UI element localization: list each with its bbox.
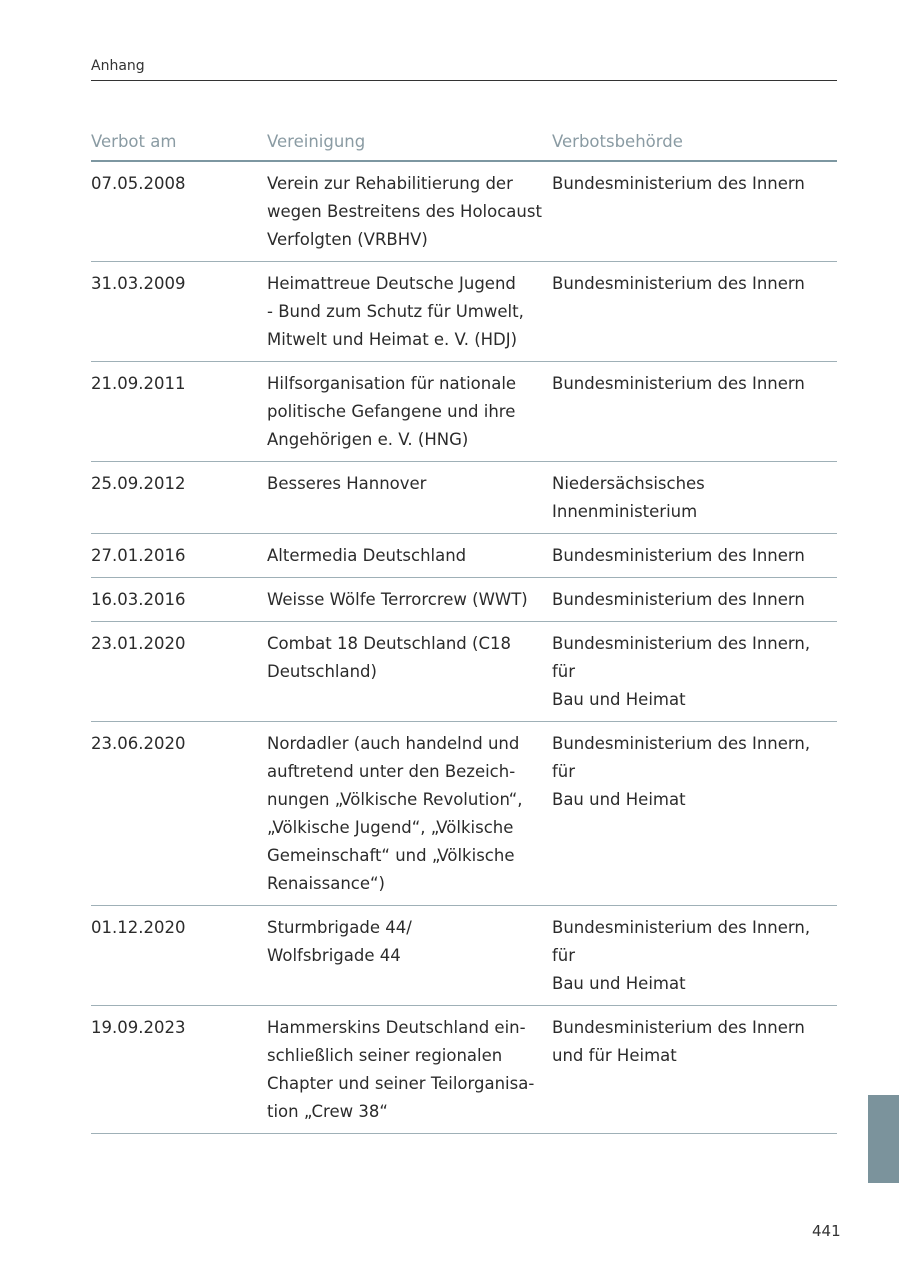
association-cell: Besseres Hannover bbox=[267, 462, 552, 534]
date-cell: 21.09.2011 bbox=[91, 362, 267, 462]
date-cell: 19.09.2023 bbox=[91, 1006, 267, 1134]
date-cell: 23.01.2020 bbox=[91, 622, 267, 722]
table-row bbox=[91, 161, 837, 262]
column-header-date: Verbot am bbox=[91, 128, 267, 161]
authority-cell: Bundesministerium des Innern und für Heimat bbox=[552, 1006, 837, 1134]
date-cell: 16.03.2016 bbox=[91, 578, 267, 622]
authority-cell: Bundesministerium des Innern, für Bau und Heimat bbox=[552, 906, 837, 1006]
table-row bbox=[91, 906, 837, 1006]
table-row bbox=[91, 578, 837, 622]
table-row bbox=[91, 362, 837, 462]
association-cell: Verein zur Rehabilitierung der wegen Bestreitens des Holocaust Verfolgten (VRBHV) bbox=[267, 161, 552, 262]
table-row bbox=[91, 462, 837, 534]
chapter-tab-marker bbox=[868, 1095, 899, 1183]
authority-cell: Bundesministerium des Innern bbox=[552, 534, 837, 578]
table-header-row bbox=[91, 128, 837, 161]
association-cell: Nordadler (auch handelnd und auftretend unter den Bezeich- nungen „Völkische Revolution“, „Völkische Jugend“, „Völkische Gemeinschaft“ und „Völkische Renaissance“) bbox=[267, 722, 552, 906]
date-cell: 31.03.2009 bbox=[91, 262, 267, 362]
date-cell: 27.01.2016 bbox=[91, 534, 267, 578]
column-header-authority: Verbotsbehörde bbox=[552, 128, 837, 161]
association-cell: Sturmbrigade 44/ Wolfsbrigade 44 bbox=[267, 906, 552, 1006]
page-number: 441 bbox=[812, 1222, 841, 1240]
authority-cell: Bundesministerium des Innern bbox=[552, 161, 837, 262]
authority-cell: Bundesministerium des Innern, für Bau und Heimat bbox=[552, 722, 837, 906]
table-row bbox=[91, 622, 837, 722]
association-cell: Hilfsorganisation für nationale politische Gefangene und ihre Angehörigen e. V. (HNG) bbox=[267, 362, 552, 462]
authority-cell: Bundesministerium des Innern, für Bau und Heimat bbox=[552, 622, 837, 722]
running-head: Anhang bbox=[91, 58, 145, 74]
table-row bbox=[91, 262, 837, 362]
prohibitions-table bbox=[91, 128, 837, 1134]
date-cell: 25.09.2012 bbox=[91, 462, 267, 534]
date-cell: 07.05.2008 bbox=[91, 161, 267, 262]
association-cell: Altermedia Deutschland bbox=[267, 534, 552, 578]
table-row bbox=[91, 1006, 837, 1134]
table-row bbox=[91, 534, 837, 578]
association-cell: Combat 18 Deutschland (C18 Deutschland) bbox=[267, 622, 552, 722]
authority-cell: Bundesministerium des Innern bbox=[552, 262, 837, 362]
association-cell: Weisse Wölfe Terrorcrew (WWT) bbox=[267, 578, 552, 622]
authority-cell: Bundesministerium des Innern bbox=[552, 578, 837, 622]
authority-cell: Niedersächsisches Innenministerium bbox=[552, 462, 837, 534]
header-rule bbox=[91, 80, 837, 81]
authority-cell: Bundesministerium des Innern bbox=[552, 362, 837, 462]
date-cell: 01.12.2020 bbox=[91, 906, 267, 1006]
table-row bbox=[91, 722, 837, 906]
column-header-association: Vereinigung bbox=[267, 128, 552, 161]
date-cell: 23.06.2020 bbox=[91, 722, 267, 906]
association-cell: Heimattreue Deutsche Jugend - Bund zum Schutz für Umwelt, Mitwelt und Heimat e. V. (HDJ) bbox=[267, 262, 552, 362]
association-cell: Hammerskins Deutschland ein- schließlich seiner regionalen Chapter und seiner Teilorganisa- tion „Crew 38“ bbox=[267, 1006, 552, 1134]
